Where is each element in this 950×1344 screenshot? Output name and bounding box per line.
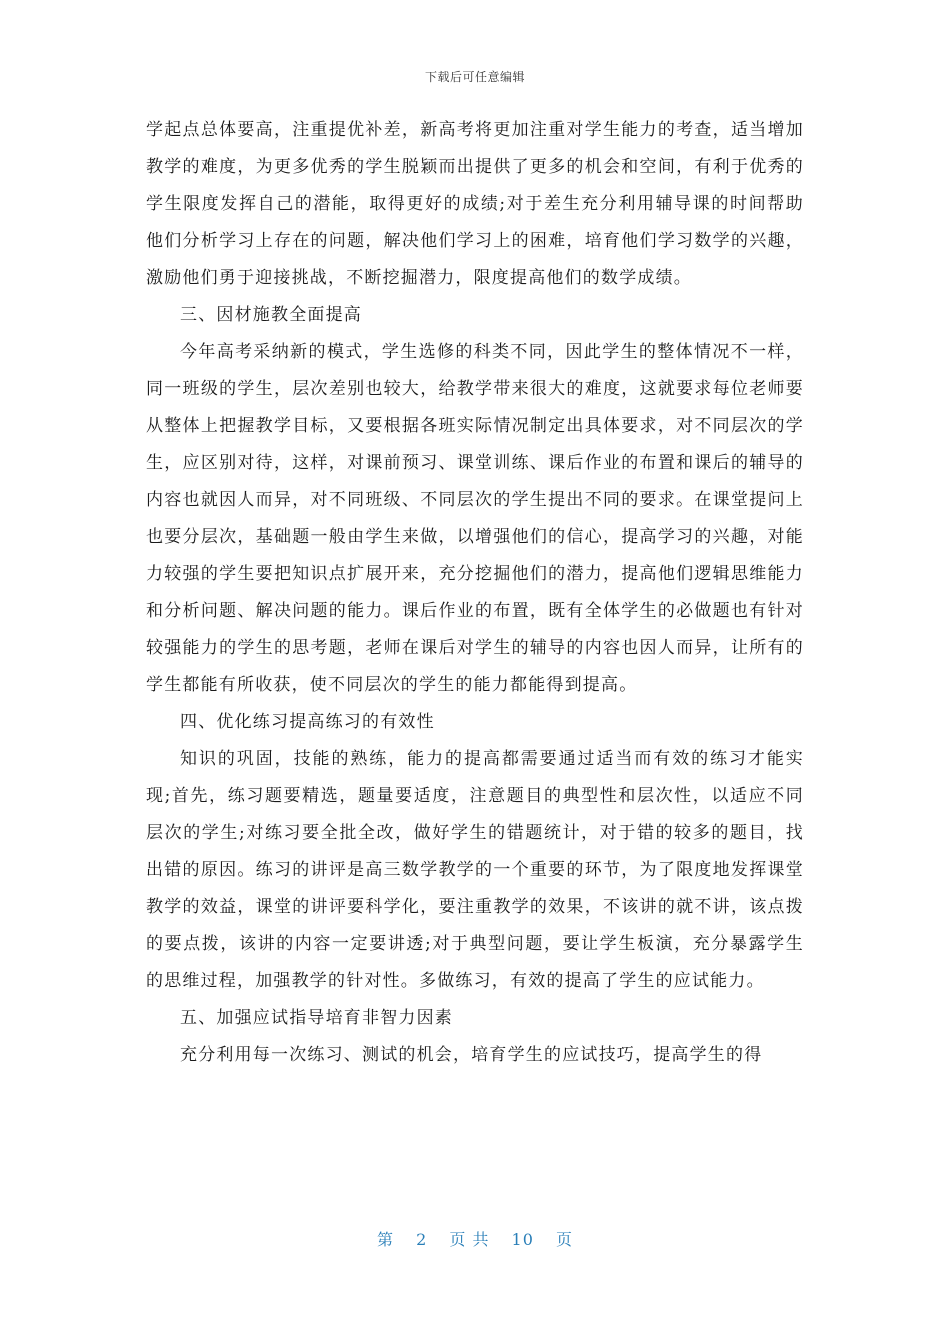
document-body [146,112,804,1074]
section-heading-5: 五、加强应试指导培育非智力因素 [180,1008,453,1028]
footer-prefix: 第 [376,1230,394,1249]
footer-page-number: 2 [416,1230,428,1249]
footer-total-pages: 10 [511,1230,534,1249]
footer-suffix: 页 [556,1230,574,1249]
page-header-note: 下载后可任意编辑 [424,70,525,84]
section-heading-4: 四、优化练习提高练习的有效性 [180,712,435,732]
section-heading-3: 三、因材施教全面提高 [180,305,362,325]
paragraph-4: 充分利用每一次练习、测试的机会，培育学生的应试技巧，提高学生的得 [180,1045,763,1065]
page-footer [0,1227,950,1250]
paragraph-1: 学起点总体要高，注重提优补差，新高考将更加注重对学生能力的考查，适当增加教学的难度，为更多优秀的学生脱颖而出提供了更多的机会和空间，有利于优秀的学生限度发挥自己的潜能，取得更好的成绩;对于差生充分利用辅导课的时间帮助他们分析学习上存在的问题，解决他们学习上的困难，培育他们学习数学的兴趣，激励他们勇于迎接挑战，不断挖掘潜力，限度提高他们的数学成绩。 [146,120,804,288]
paragraph-3: 知识的巩固，技能的熟练，能力的提高都需要通过适当而有效的练习才能实现;首先，练习题要精选，题量要适度，注意题目的典型性和层次性，以适应不同层次的学生;对练习要全批全改，做好学生的错题统计，对于错的较多的题目，找出错的原因。练习的讲评是高三数学教学的一个重要的环节，为了限度地发挥课堂教学的效益，课堂的讲评要科学化，要注重教学的效果，不该讲的就不讲，该点拨的要点拨，该讲的内容一定要讲透;对于典型问题，要让学生板演，充分暴露学生的思维过程，加强教学的针对性。多做练习，有效的提高了学生的应试能力。 [146,749,804,991]
paragraph-2: 今年高考采纳新的模式，学生选修的科类不同，因此学生的整体情况不一样，同一班级的学生，层次差别也较大，给教学带来很大的难度，这就要求每位老师要从整体上把握教学目标，又要根据各班实际情况制定出具体要求，对不同层次的学生，应区别对待，这样，对课前预习、课堂训练、课后作业的布置和课后的辅导的内容也就因人而异，对不同班级、不同层次的学生提出不同的要求。在课堂提问上也要分层次，基础题一般由学生来做，以增强他们的信心，提高学习的兴趣，对能力较强的学生要把知识点扩展开来，充分挖掘他们的潜力，提高他们逻辑思维能力和分析问题、解决问题的能力。课后作业的布置，既有全体学生的必做题也有针对较强能力的学生的思考题，老师在课后对学生的辅导的内容也因人而异，让所有的学生都能有所收获，使不同层次的学生的能力都能得到提高。 [146,342,804,695]
footer-middle: 页 共 [449,1230,490,1249]
